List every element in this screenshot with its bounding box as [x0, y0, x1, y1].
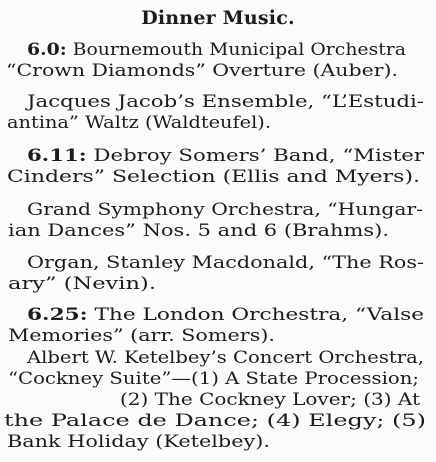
entry-line: [27, 40, 406, 61]
entry-line: (2) The Cockney Lover; (3) At: [120, 390, 420, 410]
entry-line: ian Dances” Nos. 5 and 6 (Brahms).: [8, 221, 389, 241]
entry-line: antina” Waltz (Waldteufel).: [7, 113, 271, 133]
entry-line: Cinders” Selection (Ellis and Myers).: [7, 167, 420, 187]
entry-line: ary” (Nevin).: [8, 274, 156, 294]
programme-entry-2: [0, 92, 436, 134]
entry-time: 6.25:: [27, 305, 88, 325]
programme-entry-1: [0, 40, 436, 82]
entry-line: Jacques Jacob’s Ensemble, “L’Estudi-: [27, 92, 424, 112]
entry-line: Albert W. Ketelbey’s Concert Orchestra,: [27, 348, 424, 368]
entry-line: “Crown Diamonds” Overture (Auber).: [6, 61, 398, 81]
entry-time: 6.0:: [27, 40, 67, 60]
entry-text: The London Orchestra, “Valse: [87, 305, 424, 325]
entry-line: Grand Symphony Orchestra, “Hungar-: [27, 200, 423, 220]
programme-entry-3: [0, 146, 436, 188]
entry-text: Debroy Somers’ Band, “Mister: [86, 146, 424, 166]
entry-line: Memories” (arr. Somers).: [8, 326, 275, 346]
entry-line: [27, 146, 424, 167]
entry-time: 6.11:: [27, 146, 87, 166]
programme-entry-4: [0, 200, 436, 242]
entry-line: the Palace de Dance; (4) Elegy; (5): [4, 411, 426, 431]
entry-line: Bank Holiday (Ketelbey).: [7, 432, 270, 452]
programme-entry-7: [0, 348, 436, 453]
programme-entry-6: [0, 305, 436, 347]
entry-text: Bournemouth Municipal Orchestra: [66, 40, 407, 60]
entry-line: Organ, Stanley Macdonald, “The Ros-: [27, 253, 424, 273]
section-title: Dinner Music.: [141, 7, 295, 29]
programme-entry-5: [0, 253, 436, 295]
entry-line: “Cockney Suite”—(1) A State Procession;: [8, 369, 419, 389]
entry-line: [27, 305, 424, 326]
